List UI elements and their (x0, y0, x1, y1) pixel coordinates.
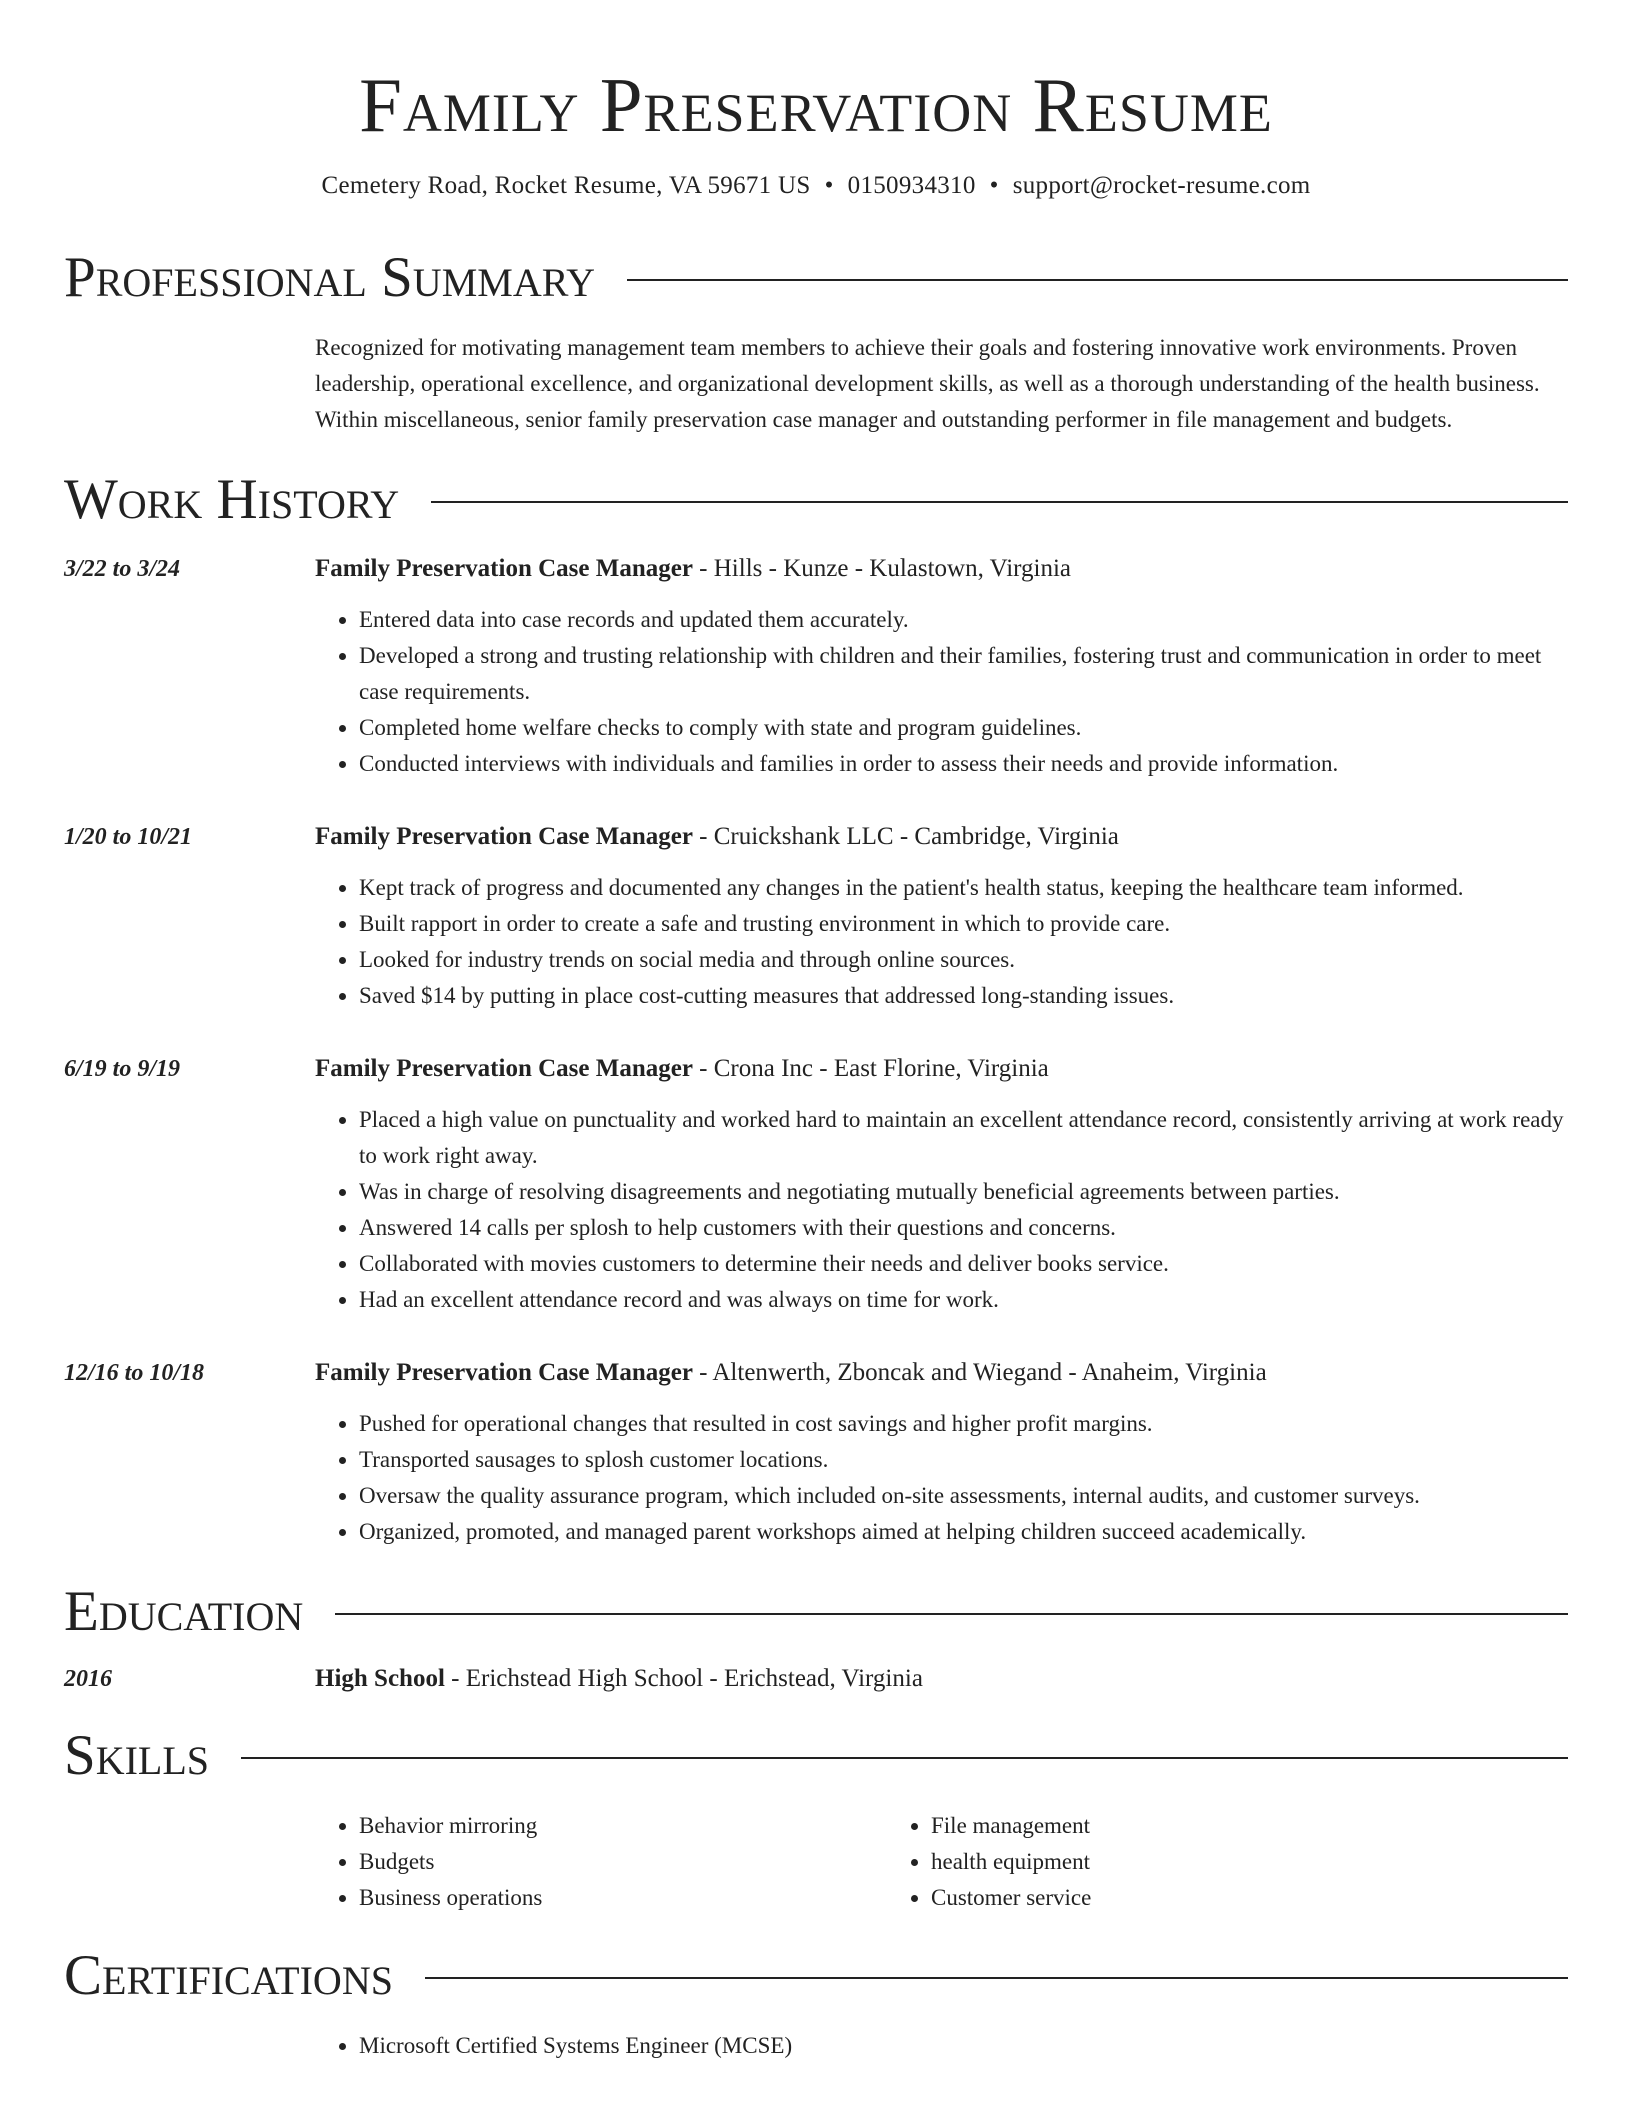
section-title-skills: Skills (64, 1724, 210, 1787)
job-heading (315, 820, 1119, 854)
job-entry (64, 820, 1568, 1014)
section-title-certifications: Certifications (64, 1944, 393, 2007)
job-bullet: • Organized, promoted, and managed parent workshops aimed at helping children succeed academically. (359, 1514, 1568, 1550)
job-dates: 1/20 to 10/21 (64, 824, 193, 850)
skill-item: • Business operations (359, 1880, 887, 1916)
section-divider (335, 1613, 1568, 1615)
job-bullet-list (315, 870, 1568, 1014)
job-header-row (64, 1052, 1568, 1086)
certifications-block (64, 2028, 1568, 2064)
job-details: - Altenwerth, Zboncak and Wiegand - Anaheim, Virginia (692, 1359, 1267, 1386)
job-details: - Hills - Kunze - Kulastown, Virginia (692, 555, 1071, 582)
skill-item: • File management (931, 1808, 1459, 1844)
job-bullet: • Was in charge of resolving disagreements and negotiating mutually beneficial agreements between parties. (359, 1174, 1568, 1210)
skill-item: • health equipment (931, 1844, 1459, 1880)
skills-list-right (887, 1808, 1459, 1916)
job-bullet: • Had an excellent attendance record and was always on time for work. (359, 1282, 1568, 1318)
job-bullet: • Oversaw the quality assurance program, which included on-site assessments, internal audits, and customer surveys. (359, 1478, 1568, 1514)
job-bullet: • Pushed for operational changes that resulted in cost savings and higher profit margins. (359, 1406, 1568, 1442)
section-header-work-history (64, 468, 1568, 532)
job-bullet: • Placed a high value on punctuality and worked hard to maintain an excellent attendance record, consistently arriving at work ready to work right away. (359, 1102, 1568, 1174)
skills-list-left (315, 1808, 887, 1916)
contact-email[interactable]: support@rocket-resume.com (1012, 172, 1311, 199)
job-title: Family Preservation Case Manager (315, 823, 693, 850)
education-details: - Erichstead High School - Erichstead, Virginia (444, 1665, 923, 1692)
job-bullet: • Conducted interviews with individuals and families in order to assess their needs and provide information. (359, 746, 1568, 782)
job-bullet-list (315, 602, 1568, 782)
job-heading (315, 1052, 1049, 1086)
job-bullet: • Entered data into case records and updated them accurately. (359, 602, 1568, 638)
job-bullet-list (315, 1406, 1568, 1550)
section-divider (627, 279, 1568, 281)
job-bullet: • Transported sausages to splosh customer locations. (359, 1442, 1568, 1478)
section-header-education (64, 1580, 1568, 1644)
job-bullet-list (315, 1102, 1568, 1318)
certification-item: • Microsoft Certified Systems Engineer (MCSE) (359, 2028, 1568, 2064)
job-entry (64, 1356, 1568, 1550)
skill-item: • Budgets (359, 1844, 887, 1880)
job-entry (64, 1052, 1568, 1318)
section-title-education: Education (64, 1580, 304, 1643)
skill-item: • Behavior mirroring (359, 1808, 887, 1844)
job-title: Family Preservation Case Manager (315, 1359, 693, 1386)
job-bullet: • Answered 14 calls per splosh to help customers with their questions and concerns. (359, 1210, 1568, 1246)
job-header-row (64, 1356, 1568, 1390)
section-divider (241, 1757, 1568, 1759)
job-heading (315, 552, 1071, 586)
section-title-work-history: Work History (64, 468, 400, 531)
skill-item: • Customer service (931, 1880, 1459, 1916)
section-header-certifications (64, 1944, 1568, 2008)
summary-text: Recognized for motivating management team members to achieve their goals and fostering innovative work environments. Proven leadership, operational excellence, and organizational development skills, as well as a thorough understanding of the health business. Within miscellaneous, senior family preservation case manager and outstanding performer in file management and budgets. (315, 335, 1540, 432)
contact-separator: • (824, 172, 834, 199)
job-bullet: • Kept track of progress and documented any changes in the patient's health status, keeping the healthcare team informed. (359, 870, 1568, 906)
contact-phone: 0150934310 (847, 172, 976, 199)
job-entry (64, 552, 1568, 782)
job-bullet: • Looked for industry trends on social media and through online sources. (359, 942, 1568, 978)
document-title: Family Preservation Resume (359, 62, 1273, 148)
job-title: Family Preservation Case Manager (315, 555, 693, 582)
job-header-row (64, 552, 1568, 586)
certifications-list (315, 2028, 1568, 2064)
contact-separator: • (989, 172, 999, 199)
section-header-skills (64, 1724, 1568, 1788)
education-entry (64, 1662, 1568, 1696)
job-details: - Crona Inc - East Florine, Virginia (692, 1055, 1049, 1082)
education-heading (315, 1662, 923, 1696)
job-header-row (64, 820, 1568, 854)
skills-columns (315, 1808, 1568, 1916)
education-degree: High School (315, 1665, 445, 1692)
job-details: - Cruickshank LLC - Cambridge, Virginia (692, 823, 1119, 850)
job-bullet: • Developed a strong and trusting relationship with children and their families, fostering trust and communication in order to meet case requirements. (359, 638, 1568, 710)
job-bullet: • Collaborated with movies customers to determine their needs and deliver books service. (359, 1246, 1568, 1282)
education-year: 2016 (64, 1666, 112, 1692)
section-header-summary (64, 246, 1568, 310)
job-dates: 6/19 to 9/19 (64, 1056, 181, 1082)
job-bullet: • Built rapport in order to create a safe and trusting environment in which to provide care. (359, 906, 1568, 942)
section-divider (431, 501, 1568, 503)
job-dates: 12/16 to 10/18 (64, 1360, 205, 1386)
contact-address: Cemetery Road, Rocket Resume, VA 59671 US (321, 172, 811, 199)
job-bullet: • Saved $14 by putting in place cost-cutting measures that addressed long-standing issues. (359, 978, 1568, 1014)
section-divider (425, 1977, 1568, 1979)
job-dates: 3/22 to 3/24 (64, 556, 181, 582)
job-bullet: • Completed home welfare checks to comply with state and program guidelines. (359, 710, 1568, 746)
job-heading (315, 1356, 1267, 1390)
contact-line (64, 170, 1568, 202)
section-title-summary: Professional Summary (64, 246, 596, 309)
job-title: Family Preservation Case Manager (315, 1055, 693, 1082)
